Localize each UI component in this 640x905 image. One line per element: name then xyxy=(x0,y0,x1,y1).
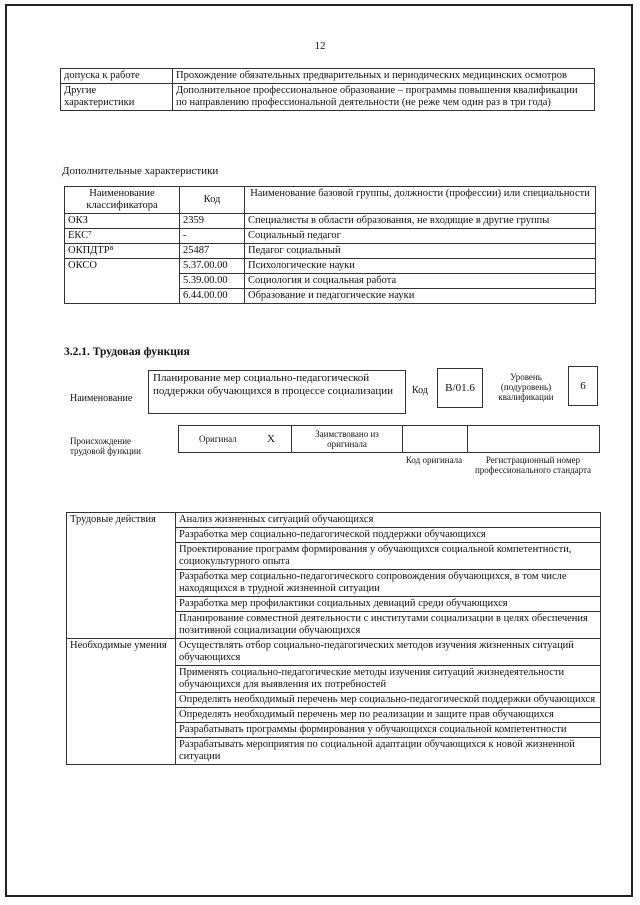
divider xyxy=(402,426,403,452)
reg-number-label: Регистрационный номер профессионального стандарта xyxy=(474,455,592,475)
origin-boxes xyxy=(178,425,600,453)
original-label: Оригинал xyxy=(199,434,237,444)
level-value: 6 xyxy=(568,366,598,406)
code-label: Код xyxy=(412,385,428,396)
classifier-table: Наименование классификатора Код Наименование базовой группы, должности (профессии) или специальности ОКЗ 2359 Специалисты в области образования, не входящие в другие группы ЕКС⁷ - Социальный педагог ОКПДТР⁸ 25487 Педагог социальный ОКСО 5.37.00.00 Психологические науки 5.39.00.00 Социология и социальная работа 6.44.00.00 Образование и педагогические науки xyxy=(64,186,596,304)
divider xyxy=(467,426,468,452)
top-table: допуска к работе Прохождение обязательных предварительных и периодических медицинских осмотров Другие характеристики Дополнительное профессиональное образование – программы повышения квалификации по направлению профессиональной деятельности (не реже чем один раз в три года) xyxy=(60,68,595,111)
function-code: B/01.6 xyxy=(437,368,483,408)
origin-label: Происхождение трудовой функции xyxy=(70,436,141,456)
code-original-label: Код оригинала xyxy=(405,455,463,465)
actions-skills-table: Трудовые действия Анализ жизненных ситуаций обучающихся Разработка мер социально-педагогической поддержки обучающихся Проектирование программ формирования у обучающихся социальной компетентности, социокультурного опыта Разработка мер социально-педагогического сопровождения обучающихся, в том числе находящихся в трудной жизненной ситуации Разработка мер профилактики социальных девиаций среди обучающихся Планирование совместной деятельности с институтами социализации в целях обеспечения позитивной социализации обучающихся Необходимые умения Осуществлять отбор социально-педагогических методов изучения жизненных ситуаций обучающихся Применять социально-педагогические методы изучения ситуаций жизнедеятельности обучающихся для выявления их потребностей Определять необходимый перечень мер социально-педагогической поддержки обучающихся Определять необходимый перечень мер по реализации и защите прав обучающихся Разрабатывать программы формирования у обучающихся социальной компетентности Разрабатывать мероприятия по социальной адаптации обучающихся к новой жизненной ситуации xyxy=(66,512,601,765)
borrowed-label: Заимствовано из оригинала xyxy=(315,429,379,449)
additional-title: Дополнительные характеристики xyxy=(62,165,219,177)
original-mark: X xyxy=(267,433,275,445)
name-label: Наименование xyxy=(70,393,133,404)
divider xyxy=(291,426,292,452)
level-label: Уровень (подуровень) квалификации xyxy=(498,372,554,402)
page-number: 12 xyxy=(314,40,326,52)
function-name: Планирование мер социально-педагогической поддержки обучающихся в процессе социализации xyxy=(148,370,406,414)
section-title: 3.2.1. Трудовая функция xyxy=(64,346,190,358)
